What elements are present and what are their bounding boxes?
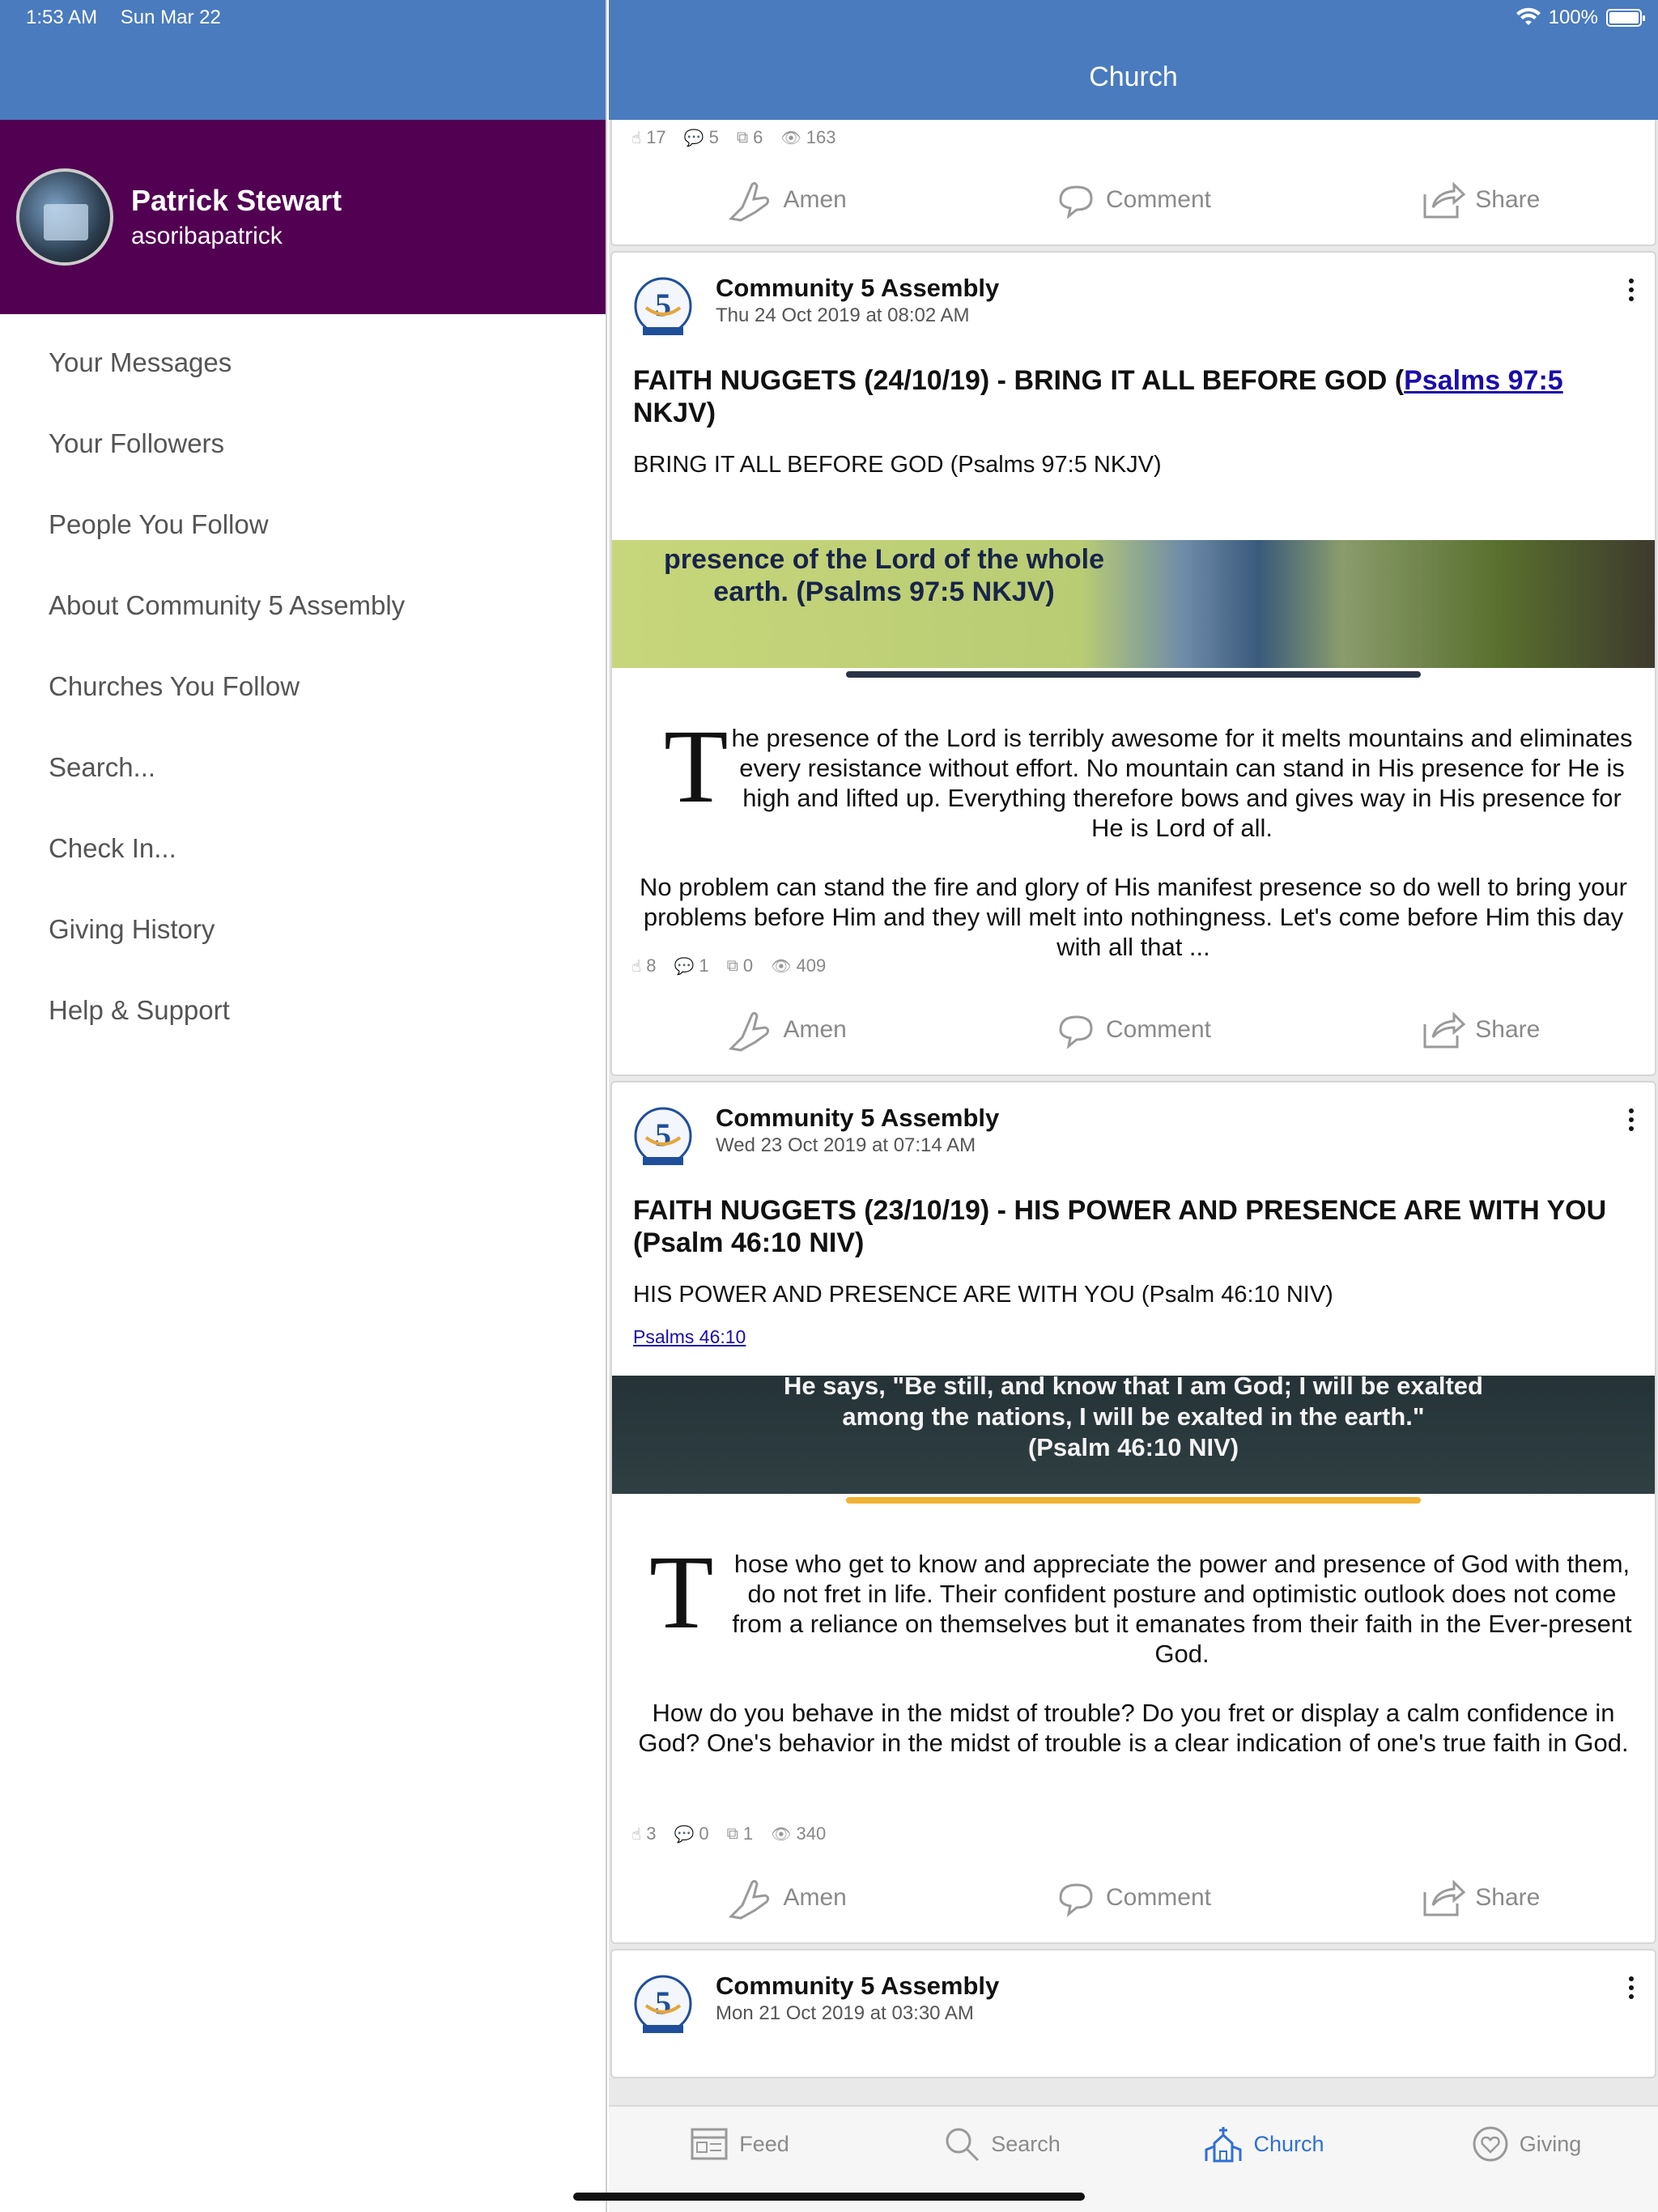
amen-label: Amen (783, 186, 847, 213)
post-stats (612, 120, 1655, 155)
share-label: Share (1475, 1016, 1541, 1043)
comment-label: Comment (1105, 1016, 1212, 1043)
post-subtitle: BRING IT ALL BEFORE GOD (Psalms 97:5 NKJV) (633, 452, 1162, 478)
church-logo-icon[interactable] (631, 275, 695, 342)
view-count: 340 (796, 1823, 827, 1844)
svg-text:5: 5 (655, 1117, 671, 1153)
post-date: Mon 21 Oct 2019 at 03:30 AM (716, 2002, 974, 2024)
post-header (612, 1950, 1655, 2040)
tab-church[interactable] (1133, 2107, 1396, 2212)
post-date: Wed 23 Oct 2019 at 07:14 AM (716, 1134, 976, 1156)
amen-button[interactable] (612, 178, 959, 222)
post-author[interactable]: Community 5 Assembly (716, 1972, 1000, 2000)
comment-count: 5 (708, 127, 719, 147)
search-icon (944, 2126, 980, 2162)
wifi-icon (1516, 9, 1541, 27)
post-card (610, 1949, 1656, 2078)
profile-handle: asoribapatrick (131, 223, 283, 249)
view-count-icon: 👁 (771, 957, 792, 976)
page-title: Church (1089, 62, 1178, 92)
post-author[interactable]: Community 5 Assembly (716, 1104, 1000, 1132)
amen-count-icon: ☝ (631, 129, 642, 147)
share-count: 6 (753, 127, 763, 147)
menu-item-search[interactable]: Search... (49, 752, 156, 782)
share-icon (1422, 180, 1465, 220)
menu-item-help[interactable]: Help & Support (49, 995, 230, 1025)
divider (846, 1497, 1421, 1504)
praying-hands-icon (725, 1876, 773, 1920)
comment-count-icon: 💬 (674, 1825, 695, 1844)
avatar[interactable] (16, 168, 113, 266)
praying-hands-icon (725, 1008, 773, 1052)
view-count: 409 (796, 955, 827, 976)
post-actions (612, 1853, 1655, 1942)
church-logo-icon[interactable] (631, 1105, 695, 1172)
tab-feed-label: Feed (739, 2131, 789, 2156)
comment-button[interactable] (959, 1880, 1307, 1916)
status-date: Sun Mar 22 (120, 6, 221, 28)
share-count-icon: ⧉ (736, 128, 749, 147)
svg-text:5: 5 (655, 1984, 671, 2021)
menu-item-churches[interactable]: Churches You Follow (49, 671, 300, 701)
more-options-icon[interactable] (1629, 1108, 1637, 1135)
menu-item-giving-history[interactable]: Giving History (49, 914, 215, 944)
feed-icon (691, 2128, 728, 2160)
comment-button[interactable] (959, 182, 1307, 218)
post-title: FAITH NUGGETS (24/10/19) - BRING IT ALL BEFORE GOD (Psalms 97:5 NKJV) (633, 365, 1563, 428)
amen-count: 3 (646, 1823, 657, 1844)
church-icon (1205, 2125, 1242, 2163)
share-count-icon: ⧉ (726, 956, 738, 975)
praying-hands-icon (725, 178, 773, 222)
amen-label: Amen (783, 1016, 847, 1043)
post-actions (612, 155, 1655, 245)
home-indicator[interactable] (573, 2193, 1085, 2201)
comment-icon (1056, 1880, 1096, 1916)
amen-button[interactable] (612, 1008, 959, 1052)
post-header (612, 253, 1655, 342)
post-image-caption: presence of the Lord of the whole earth. (Psalms 97:5 NKJV) (663, 544, 1105, 607)
comment-icon (1056, 1012, 1096, 1048)
amen-count: 8 (646, 955, 657, 976)
post-title: FAITH NUGGETS (23/10/19) - HIS POWER AND PRESENCE ARE WITH YOU (Psalm 46:10 NIV) (633, 1195, 1607, 1258)
amen-count-icon: ☝ (631, 1825, 642, 1844)
battery-icon (1606, 9, 1642, 27)
more-options-icon[interactable] (1629, 1976, 1637, 2003)
post-body: T hose who get to know and appreciate the power and presence of God with them, do not fret in life. Their confident posture and optimistic outlook does not come from a reliance on themselves but it emanates from their faith in the Ever-present God. How do you behave in the midst of trouble? Do you fret or display a calm confidence in God? One's behavior in the midst of trouble is a clear indication of one's true faith in God. (638, 1534, 1632, 1757)
menu-item-about[interactable]: About Community 5 Assembly (49, 590, 406, 620)
main-panel (609, 0, 1658, 2212)
share-label: Share (1475, 186, 1541, 213)
post-card (610, 1081, 1656, 1944)
share-button[interactable] (1307, 1010, 1655, 1050)
status-bar-right (1516, 6, 1642, 29)
post-body: T he presence of the Lord is terribly awesome for it melts mountains and eliminates every resistance without effort. No mountain can stand in His presence for He is high and lifted up. Everything therefore bows and gives way in His presence for He is Lord of all. No problem can stand the fire and glory of His manifest presence so do well to bring your problems before Him and they will melt into nothingness. Let's come before Him this day with all that ... (640, 708, 1633, 961)
tab-giving-label: Giving (1519, 2131, 1582, 2156)
view-count-icon: 👁 (780, 129, 801, 147)
profile-name: Patrick Stewart (131, 184, 342, 217)
comment-label: Comment (1105, 186, 1212, 213)
share-label: Share (1475, 1884, 1541, 1911)
share-count: 1 (742, 1823, 754, 1844)
profile-header[interactable] (0, 120, 606, 314)
scripture-link[interactable]: Psalms 97:5 (1404, 365, 1563, 396)
amen-count: 17 (646, 127, 666, 147)
nav-bar (609, 0, 1658, 120)
tab-church-label: Church (1253, 2131, 1324, 2156)
tab-search-label: Search (991, 2131, 1061, 2156)
share-count: 0 (742, 955, 754, 976)
giving-icon (1473, 2126, 1508, 2162)
menu-item-messages[interactable]: Your Messages (49, 347, 232, 377)
sidebar-menu (0, 322, 606, 1051)
divider (846, 671, 1421, 678)
comment-count: 0 (699, 1823, 709, 1844)
share-icon (1422, 1878, 1465, 1918)
post-date: Thu 24 Oct 2019 at 08:02 AM (716, 304, 970, 326)
share-button[interactable] (1307, 180, 1655, 220)
comment-icon (1056, 182, 1096, 218)
menu-item-following[interactable]: People You Follow (49, 509, 269, 539)
amen-count-icon: ☝ (631, 957, 642, 976)
post-header (612, 1083, 1655, 1172)
share-count-icon: ⧉ (726, 1824, 738, 1843)
post-image[interactable] (612, 1372, 1655, 1494)
post-subtitle: HIS POWER AND PRESENCE ARE WITH YOU (Psalm 46:10 NIV) (633, 1282, 1333, 1308)
menu-item-checkin[interactable]: Check In... (49, 833, 176, 863)
tab-giving[interactable] (1396, 2107, 1658, 2212)
church-logo-icon[interactable] (631, 1973, 695, 2040)
post-stats (612, 1814, 1655, 1853)
menu-item-followers[interactable]: Your Followers (49, 428, 225, 458)
share-button[interactable] (1307, 1878, 1655, 1918)
feed (609, 120, 1658, 2083)
battery-percent: 100% (1548, 6, 1598, 28)
comment-button[interactable] (959, 1012, 1307, 1048)
view-count: 163 (806, 127, 836, 147)
view-count-icon: 👁 (771, 1825, 792, 1844)
status-bar-left (26, 6, 239, 29)
share-icon (1422, 1010, 1465, 1050)
status-time: 1:53 AM (26, 6, 98, 28)
amen-label: Amen (783, 1884, 847, 1911)
amen-button[interactable] (612, 1876, 959, 1920)
drop-cap: T (649, 1534, 714, 1651)
post-author[interactable]: Community 5 Assembly (716, 274, 1000, 302)
drop-cap: T (664, 708, 729, 825)
svg-text:5: 5 (655, 287, 671, 323)
sidebar (0, 0, 607, 2212)
more-options-icon[interactable] (1629, 279, 1637, 305)
comment-count-icon: 💬 (683, 129, 704, 147)
post-card (610, 120, 1656, 246)
post-image[interactable] (612, 540, 1655, 668)
post-actions (612, 985, 1655, 1074)
scripture-link[interactable]: Psalms 46:10 (633, 1326, 746, 1347)
comment-label: Comment (1105, 1884, 1212, 1911)
post-card (610, 251, 1656, 1076)
comment-count-icon: 💬 (674, 957, 695, 976)
comment-count: 1 (699, 955, 709, 976)
post-image-caption: He says, "Be still, and know that I am God; I will be exalted among the nations, I will be exalted in the earth." (Psalm 46:10 NIV) (784, 1372, 1483, 1461)
